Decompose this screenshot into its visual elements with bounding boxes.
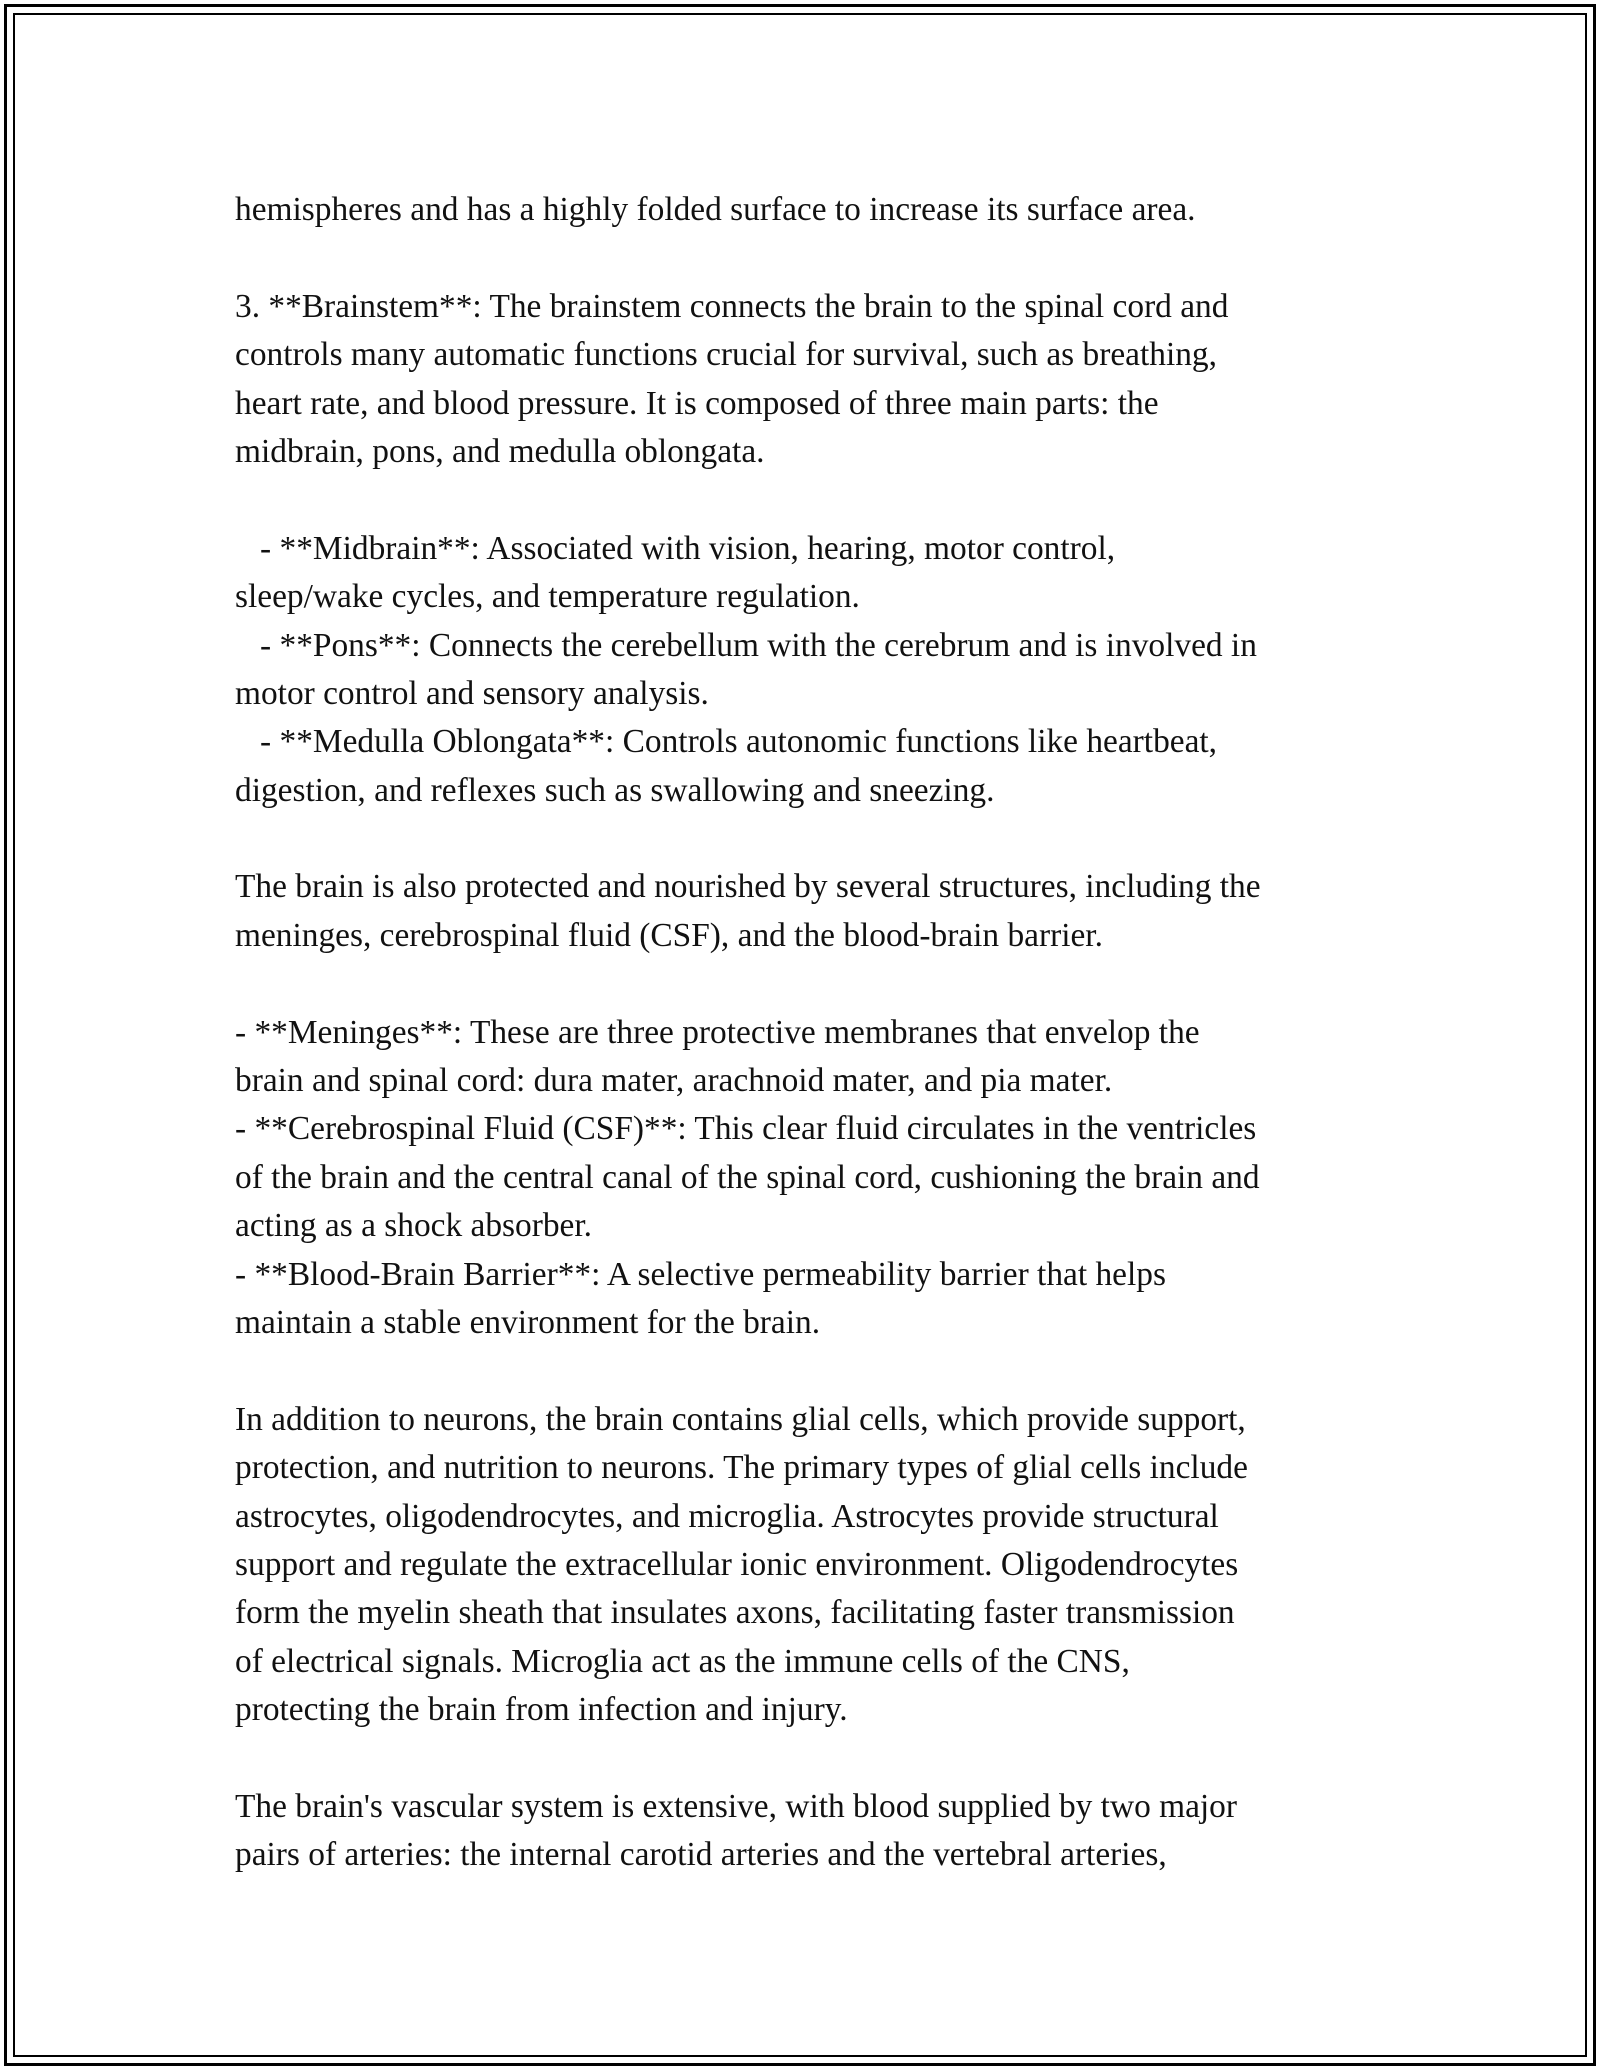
text-line: midbrain, pons, and medulla oblongata. [235,432,765,470]
blank-line [235,1347,1385,1395]
text-line: of the brain and the central canal of the spinal cord, cushioning the brain and [235,1158,1260,1196]
text-line: - **Blood-Brain Barrier**: A selective permeability barrier that helps [235,1255,1166,1293]
text-line: of electrical signals. Microglia act as the immune cells of the CNS, [235,1642,1130,1680]
text-line: form the myelin sheath that insulates axons, facilitating faster transmission [235,1594,1235,1632]
blank-line [235,234,1385,282]
text-line: The brain's vascular system is extensive, with blood supplied by two major [235,1787,1237,1825]
text-line: - **Medulla Oblongata**: Controls autonomic functions like heartbeat, [235,723,1218,761]
blank-line [235,960,1385,1008]
text-line: - **Midbrain**: Associated with vision, hearing, motor control, [235,529,1116,567]
text-line: digestion, and reflexes such as swallowing and sneezing. [235,771,995,809]
text-line: heart rate, and blood pressure. It is composed of three main parts: the [235,384,1159,422]
text-line: - **Cerebrospinal Fluid (CSF)**: This clear fluid circulates in the ventricles [235,1110,1257,1148]
text-line: 3. **Brainstem**: The brainstem connects the brain to the spinal cord and [235,287,1229,325]
text-line: brain and spinal cord: dura mater, arachnoid mater, and pia mater. [235,1062,1113,1100]
blank-line [235,1735,1385,1783]
blank-line [235,815,1385,863]
text-line: motor control and sensory analysis. [235,674,709,712]
text-line: - **Pons**: Connects the cerebellum with the cerebrum and is involved in [235,626,1257,664]
text-line: acting as a shock absorber. [235,1207,592,1245]
text-line: protection, and nutrition to neurons. The primary types of glial cells include [235,1449,1248,1487]
text-line: meninges, cerebrospinal fluid (CSF), and the blood-brain barrier. [235,916,1103,954]
text-line: sleep/wake cycles, and temperature regulation. [235,578,860,616]
text-line: pairs of arteries: the internal carotid arteries and the vertebral arteries, [235,1836,1167,1874]
text-line: controls many automatic functions crucial for survival, such as breathing, [235,336,1217,374]
text-line: - **Meninges**: These are three protective membranes that envelop the [235,1013,1200,1051]
text-line: astrocytes, oligodendrocytes, and microglia. Astrocytes provide structural [235,1497,1219,1535]
text-line: In addition to neurons, the brain contains glial cells, which provide support, [235,1400,1246,1438]
text-line: support and regulate the extracellular ionic environment. Oligodendrocytes [235,1545,1239,1583]
text-line: The brain is also protected and nourished by several structures, including the [235,868,1261,906]
text-line: protecting the brain from infection and injury. [235,1691,848,1729]
text-line: maintain a stable environment for the brain. [235,1303,821,1341]
blank-line [235,476,1385,524]
document-body [235,186,1385,1880]
text-line: hemispheres and has a highly folded surface to increase its surface area. [235,191,1196,228]
